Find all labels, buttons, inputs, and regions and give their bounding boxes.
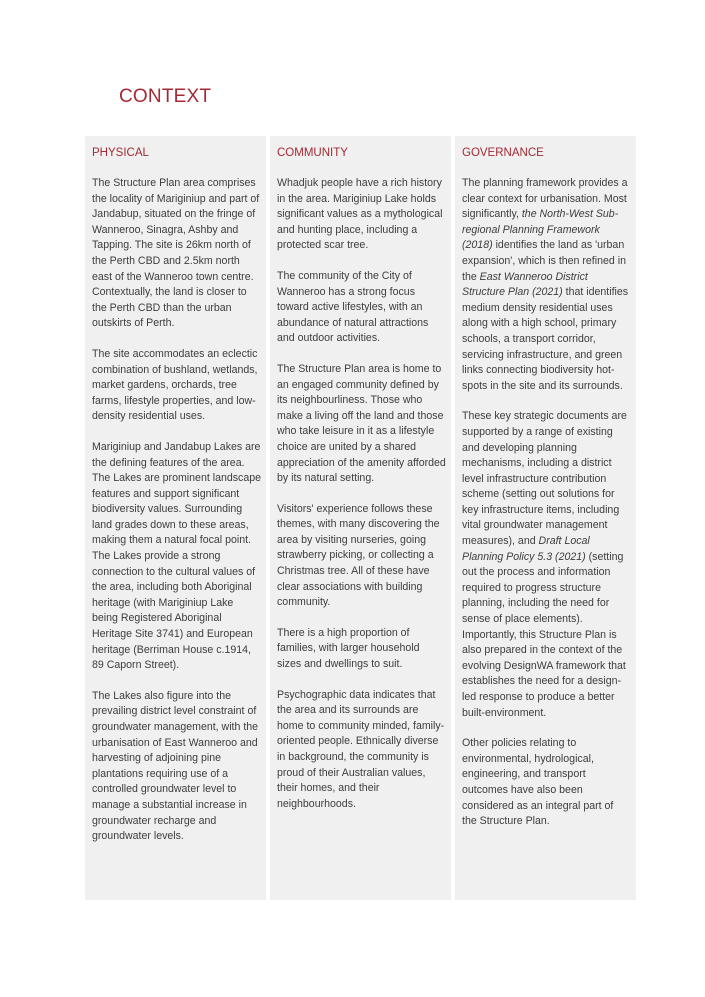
community-column bbox=[270, 136, 451, 900]
community-paragraph-3: The Structure Plan area is home to an engaged community defined by its neighbourliness. Those who make a living off the land and those who take leisure in it as a lifestyle choice are united by a shared appreciation of the amenity afforded by its natural setting. bbox=[277, 362, 446, 485]
context-columns bbox=[85, 136, 639, 900]
governance-paragraph-1 bbox=[462, 176, 631, 394]
community-paragraph-1: Whadjuk people have a rich history in the area. Mariginiup Lake holds significant values as a mythological and hunting place, including a protected scar tree. bbox=[277, 177, 443, 252]
governance-p1-text-1: The planning framework provides a clear context for urbanisation. Most significantly, bbox=[462, 177, 628, 221]
physical-paragraph-2: The site accommodates an eclectic combination of bushland, wetlands, market gardens, orchards, tree farms, lifestyle properties, and low-density residential uses. bbox=[92, 347, 258, 423]
physical-paragraph-1: The Structure Plan area comprises the locality of Mariginiup and part of Jandabup, situated on the fringe of Wanneroo, Sinagra, Ashby and Tapping. The site is 26km north of the Perth CBD and 2.5km north east of the Wanneroo town centre. Contextually, the land is closer to the Perth CBD than the urban outskirts of Perth. bbox=[92, 177, 260, 330]
east-wanneroo-structure-plan-title: East Wanneroo District Structure Plan (2021) bbox=[462, 270, 588, 299]
page-title: CONTEXT bbox=[119, 86, 212, 107]
physical-heading: PHYSICAL bbox=[92, 147, 149, 159]
community-paragraph-2: The community of the City of Wanneroo has a strong focus toward active lifestyles, with an abundance of natural attractions and outdoor activities. bbox=[277, 269, 429, 345]
governance-p1-text-2: identifies the land as 'urban expansion', which is then refined in the bbox=[462, 239, 626, 283]
draft-local-planning-policy-title: Draft Local Planning Policy 5.3 (2021) bbox=[462, 535, 590, 563]
governance-p1-text-3: that identifies medium density residential uses along with a high school, primary schools, a transport corridor, servicing infrastructure, and green links connecting biodiversity hot-spots in the site and its surrounds. bbox=[462, 286, 629, 392]
physical-paragraph-4: The Lakes also figure into the prevailing district level constraint of groundwater management, with the urbanisation of East Wanneroo and harvesting of adjoining pine plantations requiring use of a controlled groundwater level to manage a substantial increase in groundwater recharge and groundwater levels. bbox=[92, 689, 259, 843]
governance-p2-text-1: These key strategic documents are supported by a range of existing and developing planning mechanisms, including a district level infrastructure contribution scheme (setting out solutions for key infrastructure items, including vital groundwater management measures), and bbox=[462, 410, 627, 548]
physical-column bbox=[85, 136, 266, 900]
physical-paragraph-3: Mariginiup and Jandabup Lakes are the defining features of the area. The Lakes are prominent landscape features and support significant biodiversity values. Surrounding land grades down to these areas, making them a natural focal point. The Lakes provide a strong connection to the cultural values of the area, including both Aboriginal heritage (with Mariginiup Lake being Registered Aboriginal Heritage Site 3741) and European heritage (Berriman House c.1914, 89 Caporn Street). bbox=[92, 440, 262, 672]
community-paragraph-6: Psychographic data indicates that the area and its surrounds are home to community minded, family-oriented people. Ethnically diverse in background, the community is proud of their Australian values, their homes, and their neighbourhoods. bbox=[277, 688, 445, 810]
governance-column bbox=[455, 136, 636, 900]
governance-paragraph-2 bbox=[462, 409, 631, 721]
community-heading: COMMUNITY bbox=[277, 147, 348, 159]
governance-p2-text-2: (setting out the process and information required to progress structure planning, including the need for sense of place elements). Importantly, this Structure Plan is also prepared in the context of the evolving DesignWA framework that establishes the need for a design-led response to produce a better built-environment. bbox=[462, 550, 626, 719]
governance-heading: GOVERNANCE bbox=[462, 147, 544, 159]
community-paragraph-4: Visitors' experience follows these themes, with many discovering the area by visiting nurseries, going strawberry picking, or collecting a Christmas tree. All of these have clear associations with building community. bbox=[277, 502, 440, 609]
community-paragraph-5: There is a high proportion of families, with larger household sizes and dwellings to suit. bbox=[277, 626, 420, 671]
nw-subregional-framework-title: the North-West Sub-regional Planning Framework (2018) bbox=[462, 208, 619, 252]
governance-paragraph-3: Other policies relating to environmental, hydrological, engineering, and transport outcomes have also been considered as an integral part of the Structure Plan. bbox=[462, 737, 614, 828]
